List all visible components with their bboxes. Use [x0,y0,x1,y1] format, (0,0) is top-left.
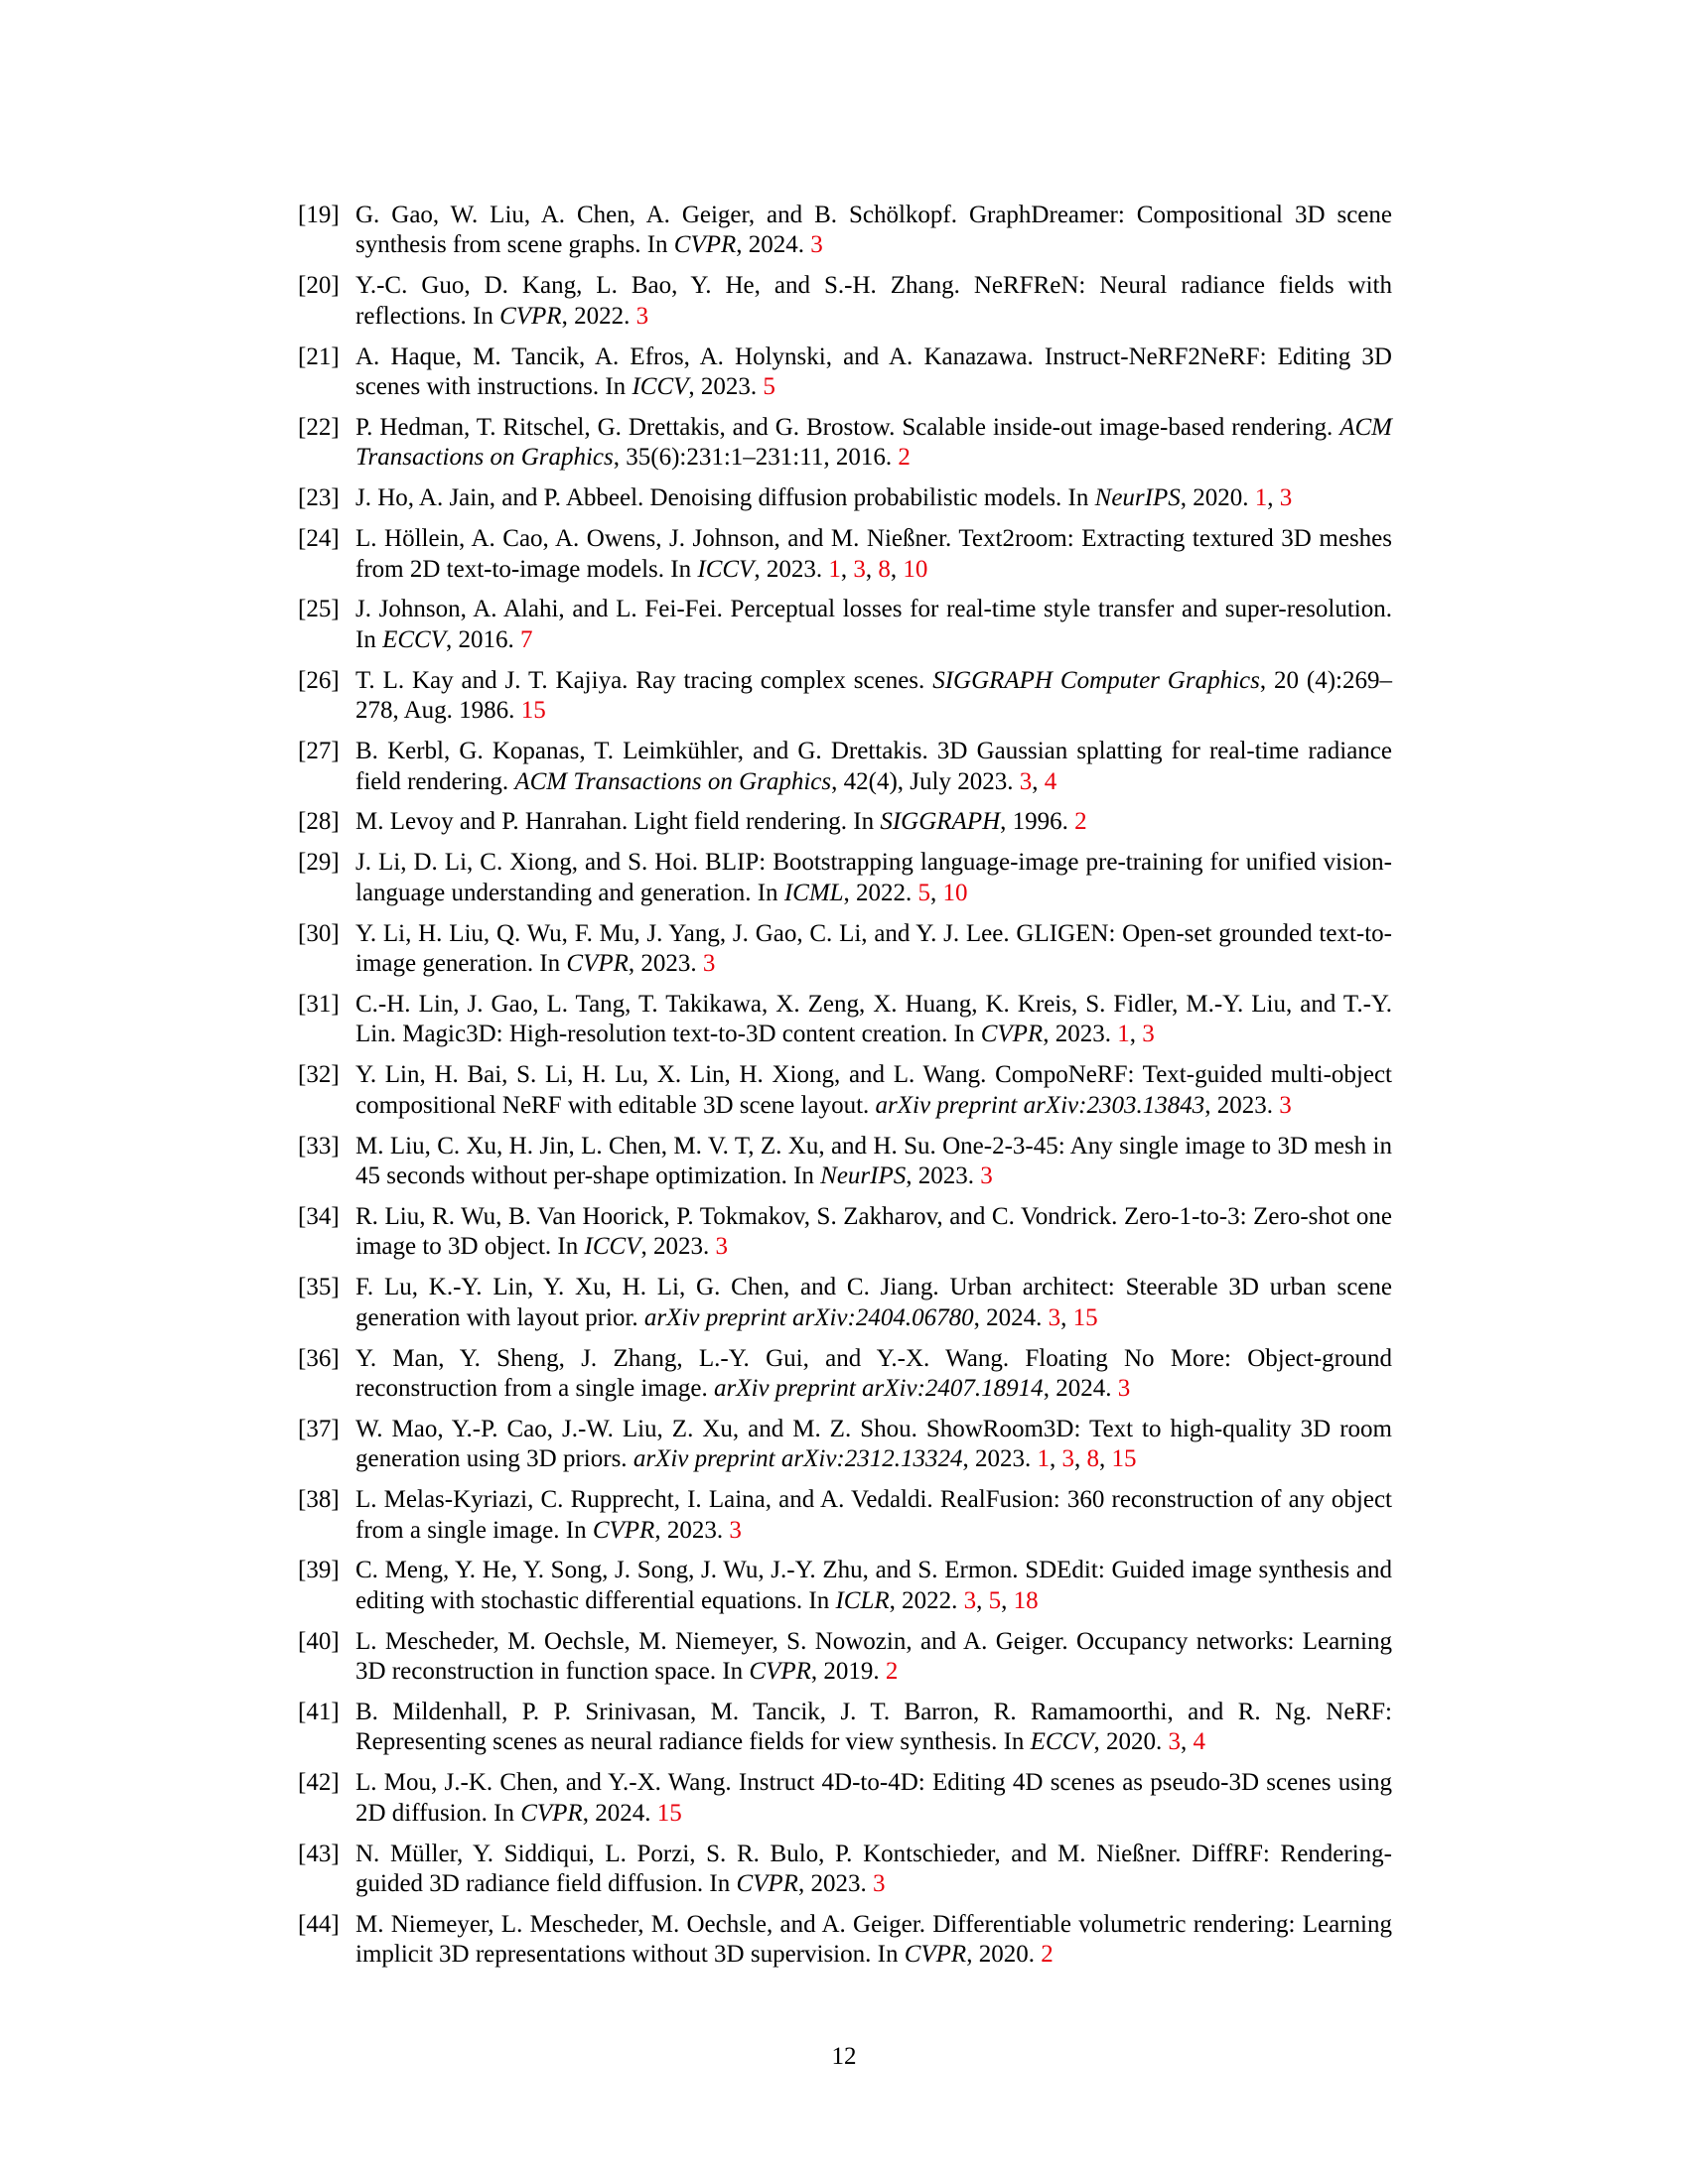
reference-text-segment: C. Meng, Y. He, Y. Song, J. Song, J. Wu, J.-Y. Zhu, and S. Ermon. SDEdit: Guided image synthesis and editing with stochastic differential equations. In [355,1557,1392,1614]
venue-name: CVPR [499,302,562,330]
reference-item [298,737,1392,797]
venue-name: CVPR [520,1799,583,1827]
reference-number: [41] [298,1699,340,1726]
reference-text-segment: , 35(6):231:1–231:11, 2016. [613,444,899,472]
reference-text-segment: M. Niemeyer, L. Mescheder, M. Oechsle, and A. Geiger. Differentiable volumetric rendering: Learning implicit 3D representations without 3D supervision. In [355,1911,1392,1969]
reference-text-segment: C.-H. Lin, J. Gao, L. Tang, T. Takikawa, X. Zeng, X. Huang, K. Kreis, S. Fidler, M.-Y. Liu, and T.-Y. Lin. Magic3D: High-resolution text-to-3D content creation. In [355,990,1392,1048]
reference-text-segment: , 2020. [1093,1728,1169,1756]
citation-page-link[interactable]: 3 [1142,1021,1155,1048]
venue-name: CVPR [904,1941,967,1969]
reference-number: [29] [298,849,340,877]
reference-item [298,1202,1392,1263]
reference-number: [31] [298,990,340,1018]
reference-text-segment: , [1129,1021,1143,1048]
reference-text [355,202,1392,258]
venue-name: ECCV [382,625,446,653]
citation-page-link[interactable]: 3 [635,302,649,330]
reference-text [355,1486,1392,1543]
reference-text-segment: Y. Lin, H. Bai, S. Li, H. Lu, X. Lin, H. Xiong, and L. Wang. CompoNeRF: Text-guided multi-object compositional NeRF with editable 3D scene layout. [355,1061,1392,1119]
reference-text-segment: P. Hedman, T. Ritschel, G. Drettakis, and G. Brostow. Scalable inside-out image-based rendering. [355,413,1340,441]
venue-name: ICCV [697,555,755,583]
reference-text-segment: , 2023. [1204,1091,1280,1119]
citation-page-link[interactable]: 3 [715,1233,728,1261]
reference-text [355,1628,1392,1685]
reference-text-segment: B. Mildenhall, P. P. Srinivasan, M. Tancik, J. T. Barron, R. Ramamoorthi, and R. Ng. NeRF: Representing scenes as neural radiance fields for view synthesis. In [355,1699,1392,1756]
reference-text-segment: N. Müller, Y. Siddiqui, L. Porzi, S. R. Bulo, P. Kontschieder, and M. Nießner. DiffRF: Rendering-guided 3D radiance field diffusion. In [355,1840,1392,1898]
citation-page-link[interactable]: 3 [1061,1445,1074,1473]
reference-text-segment: , 2023. [654,1516,730,1544]
reference-number: [30] [298,919,340,947]
reference-text-segment: R. Liu, R. Wu, B. Van Hoorick, P. Tokmakov, S. Zakharov, and C. Vondrick. Zero-1-to-3: Zero-shot one image to 3D object. In [355,1202,1392,1261]
reference-text-segment: F. Lu, K.-Y. Lin, Y. Xu, H. Li, G. Chen, and C. Jiang. Urban architect: Steerable 3D urban scene generation with layout prior. [355,1274,1392,1331]
citation-page-link[interactable]: 1 [828,555,841,583]
citation-page-link[interactable]: 2 [885,1658,899,1686]
citation-page-link[interactable]: 3 [1048,1303,1061,1331]
reference-text-segment: M. Levoy and P. Hanrahan. Light field rendering. In [355,808,881,836]
reference-text [355,920,1392,977]
venue-name: NeurIPS [1094,484,1181,512]
reference-text-segment: L. Mou, J.-K. Chen, and Y.-X. Wang. Instruct 4D-to-4D: Editing 4D scenes as pseudo-3D scenes using 2D diffusion. In [355,1769,1392,1827]
venue-name: arXiv preprint arXiv:2404.06780 [643,1303,974,1331]
reference-item [298,1840,1392,1900]
reference-item [298,1768,1392,1829]
citation-page-link[interactable]: 1 [1117,1021,1130,1048]
reference-text-segment: , [1060,1303,1073,1331]
venue-name: ICCV [632,373,689,401]
reference-text-segment: , 2023. [640,1233,716,1261]
reference-text-segment: , 2023. [628,950,703,978]
reference-text-segment: , [1099,1445,1112,1473]
references-list [298,201,1392,1980]
reference-text-segment: , 2024. [582,1799,657,1827]
citation-page-link[interactable]: 3 [1117,1374,1131,1402]
citation-page-link[interactable]: 3 [853,555,866,583]
reference-number: [32] [298,1061,340,1089]
reference-text [355,1557,1392,1613]
reference-text-segment: , [1050,1445,1062,1473]
reference-text-segment: W. Mao, Y.-P. Cao, J.-W. Liu, Z. Xu, and M. Z. Shou. ShowRoom3D: Text to high-quality 3D room generation using 3D priors. [355,1415,1392,1473]
reference-text-segment: , 2024. [1043,1374,1118,1402]
reference-text [355,525,1392,582]
reference-text [355,1133,1392,1189]
reference-item [298,990,1392,1050]
reference-item [298,1132,1392,1192]
reference-item [298,271,1392,332]
venue-name: arXiv preprint arXiv:2303.13843 [875,1091,1205,1119]
reference-text-segment: , 2022. [843,879,918,906]
reference-text-segment: , 2023. [754,555,829,583]
reference-text-segment: G. Gao, W. Liu, A. Chen, A. Geiger, and B. Schölkopf. GraphDreamer: Compositional 3D scene synthesis from scene graphs. In [355,202,1392,259]
venue-name: SIGGRAPH Computer Graphics [932,666,1260,694]
citation-page-link[interactable]: 4 [1044,767,1057,795]
venue-name: ICML [783,879,844,906]
reference-text-segment: L. Melas-Kyriazi, C. Rupprecht, I. Laina, and A. Vedaldi. RealFusion: 360 reconstruction of any object from a single image. In [355,1486,1392,1544]
reference-number: [20] [298,272,340,300]
reference-text-segment: , 42(4), July 2023. [831,767,1020,795]
reference-item [298,413,1392,474]
citation-page-link[interactable]: 15 [656,1799,682,1827]
reference-text-segment: , 2016. [445,625,520,653]
reference-text-segment: Y. Li, H. Liu, Q. Wu, F. Mu, J. Yang, J. Gao, C. Li, and Y. J. Lee. GLIGEN: Open-set grounded text-to-image generation. In [355,919,1392,978]
reference-item [298,1556,1392,1616]
reference-item [298,1910,1392,1971]
citation-page-link[interactable]: 1 [1037,1445,1050,1473]
reference-number: [34] [298,1202,340,1230]
reference-number: [21] [298,342,340,370]
reference-number: [40] [298,1627,340,1655]
citation-page-link[interactable]: 15 [1111,1445,1137,1473]
reference-text [355,849,1392,905]
reference-text-segment: T. L. Kay and J. T. Kajiya. Ray tracing complex scenes. [355,666,933,694]
citation-page-link[interactable]: 5 [988,1586,1002,1614]
reference-text-segment: , 2023. [962,1445,1038,1473]
reference-text-segment: , 20 (4):269–278, Aug. 1986. [355,666,1392,725]
reference-text-segment: Y.-C. Guo, D. Kang, L. Bao, Y. He, and S.-H. Zhang. NeRFReN: Neural radiance fields with reflections. In [355,272,1392,330]
reference-number: [19] [298,202,340,228]
reference-text [355,484,1292,511]
citation-page-link[interactable]: 10 [903,555,928,583]
citation-page-link[interactable]: 8 [878,555,891,583]
reference-item [298,807,1392,837]
reference-text-segment: , 2020. [1180,484,1255,512]
reference-text [355,1203,1392,1260]
venue-name: ICCV [584,1233,641,1261]
citation-page-link[interactable]: 3 [1279,484,1293,512]
citation-page-link[interactable]: 4 [1193,1728,1206,1756]
reference-number: [28] [298,808,340,836]
venue-name: CVPR [566,950,629,978]
reference-number: [26] [298,666,340,694]
reference-item [298,1485,1392,1546]
reference-number: [36] [298,1344,340,1372]
reference-item [298,666,1392,727]
reference-item [298,1698,1392,1758]
citation-page-link[interactable]: 3 [702,950,716,978]
reference-text-segment: Y. Man, Y. Sheng, J. Zhang, L.-Y. Gui, and Y.-X. Wang. Floating No More: Object-ground reconstruction from a single image. [355,1344,1392,1402]
reference-text-segment: , 2024. [973,1303,1049,1331]
citation-page-link[interactable]: 2 [898,444,911,472]
venue-name: CVPR [592,1516,655,1544]
citation-page-link[interactable]: 8 [1086,1445,1099,1473]
reference-item [298,595,1392,655]
reference-text-segment: , 2022. [561,302,636,330]
reference-text [355,596,1392,652]
venue-name: CVPR [673,231,737,259]
reference-text-segment: , [1001,1586,1014,1614]
citation-page-link[interactable]: 2 [1074,808,1087,836]
reference-text [355,667,1392,724]
reference-item [298,483,1392,513]
venue-name: ECCV [1030,1728,1094,1756]
reference-text-segment: L. Mescheder, M. Oechsle, M. Niemeyer, S. Nowozin, and A. Geiger. Occupancy networks: Learning 3D reconstruction in function space. In [355,1627,1392,1686]
reference-item [298,1415,1392,1475]
reference-text-segment: , 2019. [810,1658,886,1686]
reference-text [355,808,1087,835]
citation-page-link[interactable]: 3 [1279,1091,1292,1119]
citation-page-link[interactable]: 3 [1019,767,1033,795]
reference-number: [27] [298,738,340,765]
reference-text-segment: , 2023. [797,1870,873,1898]
citation-page-link[interactable]: 5 [763,373,775,401]
reference-number: [37] [298,1415,340,1442]
venue-name: NeurIPS [820,1161,907,1189]
citation-page-link[interactable]: 5 [917,879,931,906]
venue-name: CVPR [980,1021,1044,1048]
reference-text-segment: J. Ho, A. Jain, and P. Abbeel. Denoising diffusion probabilistic models. In [355,484,1095,512]
citation-page-link[interactable]: 2 [1041,1941,1054,1969]
reference-text [355,1911,1392,1968]
reference-text [355,991,1392,1047]
page-number: 12 [831,2043,857,2070]
reference-number: [39] [298,1557,340,1584]
reference-text-segment: , 2023. [1043,1021,1118,1048]
reference-item [298,848,1392,908]
venue-name: ICLR [835,1586,890,1614]
reference-text [355,1841,1392,1897]
citation-page-link[interactable]: 7 [519,625,533,653]
reference-item [298,1627,1392,1688]
reference-text-segment: , 2024. [736,231,811,259]
reference-number: [35] [298,1274,340,1301]
reference-number: [22] [298,413,340,441]
reference-text-segment: , [890,555,904,583]
reference-text [355,738,1392,794]
citation-page-link[interactable]: 3 [729,1516,742,1544]
reference-text-segment: , [1181,1728,1194,1756]
citation-page-link[interactable]: 15 [1072,1303,1098,1331]
citation-page-link[interactable]: 3 [1168,1728,1182,1756]
reference-text-segment: , 1996. [1000,808,1075,836]
reference-item [298,1344,1392,1405]
reference-text-segment: , 2023. [688,373,764,401]
reference-item [298,919,1392,980]
reference-number: [44] [298,1911,340,1938]
venue-name: ACM Transactions on Graphics [355,413,1392,472]
reference-text-segment: B. Kerbl, G. Kopanas, T. Leimkühler, and G. Drettakis. 3D Gaussian splatting for real-time radiance field rendering. [355,738,1392,795]
reference-text-segment: , [1267,484,1280,512]
reference-text [355,343,1392,400]
reference-item [298,342,1392,403]
reference-text [355,1061,1392,1118]
reference-text-segment: J. Johnson, A. Alahi, and L. Fei-Fei. Perceptual losses for real-time style transfer and super-resolution. In [355,596,1392,653]
reference-text [355,1699,1392,1755]
citation-page-link[interactable]: 10 [942,879,968,906]
reference-text-segment: , 2020. [966,1941,1042,1969]
venue-name: arXiv preprint arXiv:2407.18914 [714,1374,1044,1402]
reference-number: [25] [298,596,340,623]
reference-item [298,201,1392,261]
venue-name: ACM Transactions on Graphics [514,767,832,795]
reference-text-segment: M. Liu, C. Xu, H. Jin, L. Chen, M. V. T, Z. Xu, and H. Su. One-2-3-45: Any single image to 3D mesh in 45 seconds without per-shape optimization. In [355,1132,1392,1189]
venue-name: arXiv preprint arXiv:2312.13324 [633,1445,963,1473]
reference-number: [43] [298,1840,340,1867]
reference-text [355,1274,1392,1330]
reference-number: [33] [298,1132,340,1160]
reference-text-segment: , 2023. [906,1161,981,1189]
reference-number: [42] [298,1769,340,1797]
reference-text [355,272,1392,329]
reference-text-segment: , [976,1586,989,1614]
venue-name: CVPR [736,1870,798,1898]
reference-item [298,1060,1392,1121]
citation-page-link[interactable]: 1 [1254,484,1268,512]
reference-text-segment: L. Höllein, A. Cao, A. Owens, J. Johnson, and M. Nießner. Text2room: Extracting textured 3D meshes from 2D text-to-image models. In [355,525,1392,583]
reference-text-segment: A. Haque, M. Tancik, A. Efros, A. Holynski, and A. Kanazawa. Instruct-NeRF2NeRF: Editing 3D scenes with instructions. In [355,342,1392,401]
citation-page-link[interactable]: 3 [980,1161,993,1189]
citation-page-link[interactable]: 3 [963,1586,977,1614]
reference-text-segment: , [865,555,879,583]
reference-text [355,414,1392,471]
reference-text-segment: , 2022. [889,1586,964,1614]
reference-item [298,1273,1392,1333]
venue-name: SIGGRAPH [880,808,1001,836]
reference-text-segment: , [840,555,854,583]
reference-number: [38] [298,1486,340,1514]
reference-text-segment: , [1032,767,1045,795]
reference-text [355,1769,1392,1826]
reference-text-segment: J. Li, D. Li, C. Xiong, and S. Hoi. BLIP: Bootstrapping language-image pre-training for unified vision-language understanding and generation. In [355,849,1392,906]
reference-text-segment: , [930,879,943,906]
reference-text [355,1345,1392,1402]
reference-number: [23] [298,484,340,512]
citation-page-link[interactable]: 3 [810,231,823,259]
citation-page-link[interactable]: 3 [872,1870,886,1898]
reference-text-segment: , [1074,1445,1087,1473]
reference-item [298,524,1392,585]
reference-number: [24] [298,525,340,553]
venue-name: CVPR [749,1658,811,1686]
citation-page-link[interactable]: 15 [520,697,546,725]
citation-page-link[interactable]: 18 [1013,1586,1039,1614]
reference-text [355,1416,1392,1472]
